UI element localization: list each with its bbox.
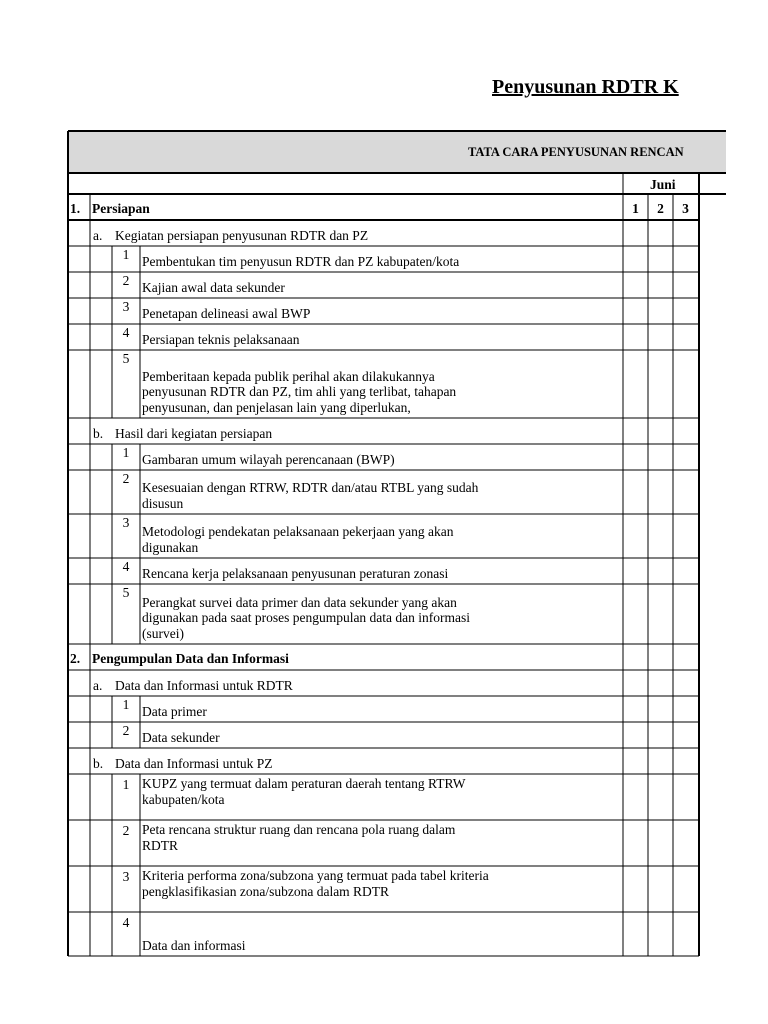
item-text: pengklasifikasian zona/subzona dalam RDTR	[142, 883, 390, 899]
week-header-2: 2	[657, 201, 664, 216]
section-label: Pengumpulan Data dan Informasi	[92, 651, 289, 666]
group-letter: b.	[93, 426, 104, 441]
item-text: Pemberitaan kepada publik perihal akan dilakukannya	[142, 368, 435, 384]
item-text: Kriteria performa zona/subzona yang termuat pada tabel kriteria	[142, 868, 489, 883]
item-text: Pembentukan tim penyusun RDTR dan PZ kabupaten/kota	[142, 253, 460, 269]
group-letter: a.	[93, 678, 103, 693]
week-header-3: 3	[682, 201, 689, 216]
item-number: 1	[122, 777, 130, 792]
page-title: Penyusunan RDTR K	[492, 76, 679, 98]
week-header-1: 1	[632, 201, 639, 216]
item-text: Peta rencana struktur ruang dan rencana pola ruang dalam	[142, 822, 456, 837]
item-number: 1	[122, 697, 130, 712]
group-letter: b.	[93, 756, 104, 771]
item-number: 4	[122, 915, 130, 930]
item-number: 5	[122, 585, 130, 600]
item-number: 5	[122, 351, 130, 366]
section-number: 2.	[70, 651, 81, 666]
group-letter: a.	[93, 228, 103, 243]
item-text: Gambaran umum wilayah perencanaan (BWP)	[142, 451, 395, 467]
item-text: Data dan informasi	[142, 937, 246, 953]
item-number: 4	[122, 325, 130, 340]
group-label: Kegiatan persiapan penyusunan RDTR dan PZ	[115, 228, 369, 243]
item-text: RDTR	[142, 837, 179, 853]
item-number: 2	[122, 273, 130, 288]
item-text: Kajian awal data sekunder	[142, 279, 285, 295]
item-text: Metodologi pendekatan pelaksanaan pekerjaan yang akan	[142, 524, 454, 539]
item-text: (survei)	[142, 625, 184, 641]
item-text: Persiapan teknis pelaksanaan	[142, 331, 300, 347]
item-number: 2	[122, 823, 130, 838]
month-label: Juni	[650, 177, 676, 192]
item-text: Data sekunder	[142, 729, 220, 745]
item-text: Penetapan delineasi awal BWP	[142, 305, 311, 321]
group-label: Data dan Informasi untuk PZ	[115, 756, 273, 771]
group-label: Data dan Informasi untuk RDTR	[115, 678, 293, 693]
section-label: Persiapan	[92, 201, 150, 216]
item-text: Rencana kerja pelaksanaan penyusunan peraturan zonasi	[142, 565, 449, 581]
item-text: Perangkat survei data primer dan data sekunder yang akan	[142, 594, 457, 610]
item-text: kabupaten/kota	[142, 791, 225, 807]
group-label: Hasil dari kegiatan persiapan	[115, 426, 273, 441]
item-number: 3	[122, 299, 130, 314]
item-number: 1	[122, 247, 130, 262]
item-number: 4	[122, 559, 130, 574]
section-number: 1.	[70, 201, 81, 216]
item-text: Kesesuaian dengan RTRW, RDTR dan/atau RTBL yang sudah	[142, 480, 479, 495]
item-number: 3	[122, 515, 130, 530]
item-number: 1	[122, 445, 130, 460]
item-text: penyusunan RDTR dan PZ, tim ahli yang terlibat, tahapan	[142, 384, 457, 399]
item-number: 3	[122, 869, 130, 884]
table-header: TATA CARA PENYUSUNAN RENCAN	[468, 145, 684, 159]
item-text: Data primer	[142, 703, 207, 719]
item-number: 2	[122, 723, 130, 738]
item-text: digunakan	[142, 539, 199, 555]
item-text: digunakan pada saat proses pengumpulan data dan informasi	[142, 610, 471, 625]
item-number: 2	[122, 471, 130, 486]
item-text: KUPZ yang termuat dalam peraturan daerah tentang RTRW	[142, 776, 466, 791]
item-text: penyusunan, dan penjelasan lain yang diperlukan,	[142, 399, 411, 415]
item-text: disusun	[142, 495, 184, 511]
